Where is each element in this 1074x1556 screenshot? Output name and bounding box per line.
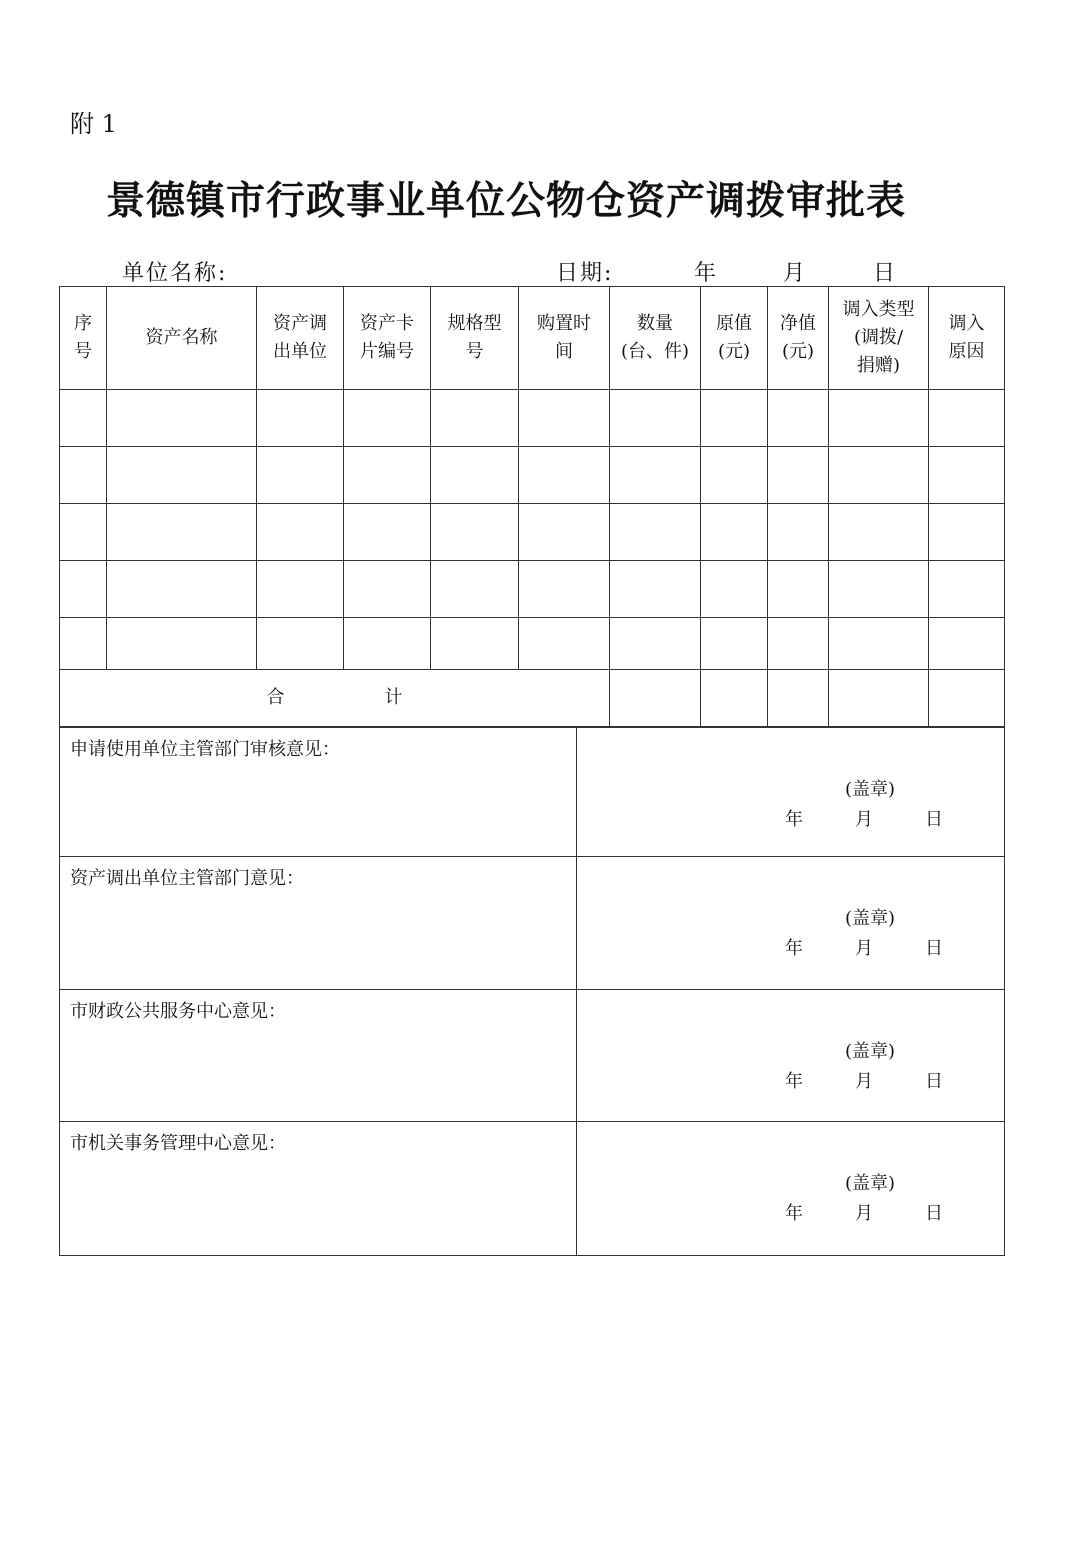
date-month-label: 月 (783, 261, 808, 286)
table-cell[interactable] (829, 504, 929, 561)
table-cell[interactable] (519, 447, 610, 504)
total-quantity-cell[interactable] (610, 670, 701, 727)
table-cell[interactable] (929, 561, 1005, 618)
table-cell[interactable] (929, 447, 1005, 504)
approval-seal-cell[interactable] (577, 728, 1005, 857)
table-cell[interactable] (431, 390, 519, 447)
seal-day-label: 日 (925, 1203, 943, 1224)
seal-day-label: 日 (925, 938, 943, 959)
table-row (60, 447, 1005, 504)
table-cell[interactable] (107, 561, 257, 618)
approval-opinion-cell[interactable] (60, 728, 577, 857)
header-text: 间 (555, 341, 573, 362)
table-cell[interactable] (344, 561, 431, 618)
header-cell-transfer-reason (929, 287, 1005, 390)
header-text: 原因 (948, 341, 985, 362)
header-text: 资产名称 (145, 327, 218, 348)
table-cell[interactable] (829, 390, 929, 447)
table-cell[interactable] (431, 447, 519, 504)
total-label-cell (60, 670, 610, 727)
table-cell[interactable] (829, 447, 929, 504)
table-cell[interactable] (519, 561, 610, 618)
table-cell[interactable] (257, 504, 344, 561)
header-text: (调拨/ (853, 327, 904, 348)
date-day-label: 日 (873, 261, 898, 286)
header-cell-original-value (701, 287, 768, 390)
approval-opinion-cell[interactable] (60, 1122, 577, 1256)
seal-year-label: 年 (785, 938, 803, 959)
seal-label: (盖章) (845, 908, 896, 929)
total-row (60, 670, 1005, 727)
table-cell[interactable] (257, 561, 344, 618)
header-cell-quantity (610, 287, 701, 390)
header-text: (台、件) (620, 341, 690, 362)
seal-year-label: 年 (785, 1203, 803, 1224)
header-cell-net-value (768, 287, 829, 390)
table-cell[interactable] (701, 390, 768, 447)
approval-table (59, 727, 1005, 1256)
approval-seal-cell[interactable] (577, 1122, 1005, 1256)
approval-label: 市机关事务管理中心意见： (70, 1133, 286, 1154)
table-cell[interactable] (701, 447, 768, 504)
approval-seal-cell[interactable] (577, 990, 1005, 1122)
table-cell[interactable] (60, 390, 107, 447)
approval-opinion-cell[interactable] (60, 857, 577, 990)
header-text: 调入 (948, 313, 985, 334)
total-label-right: 计 (384, 687, 403, 708)
table-cell[interactable] (610, 618, 701, 670)
header-text: 片编号 (360, 341, 414, 362)
table-cell[interactable] (60, 561, 107, 618)
total-net-value-cell[interactable] (768, 670, 829, 727)
seal-month-label: 月 (855, 809, 873, 830)
table-cell[interactable] (768, 447, 829, 504)
table-cell[interactable] (257, 447, 344, 504)
header-cell-source-unit (257, 287, 344, 390)
header-text: 调入类型 (842, 299, 915, 320)
table-cell[interactable] (829, 618, 929, 670)
total-transfer-reason-cell[interactable] (929, 670, 1005, 727)
table-cell[interactable] (107, 618, 257, 670)
approval-seal-cell[interactable] (577, 857, 1005, 990)
table-cell[interactable] (768, 390, 829, 447)
seal-label: (盖章) (845, 779, 896, 800)
table-cell[interactable] (344, 390, 431, 447)
table-cell[interactable] (431, 504, 519, 561)
table-cell[interactable] (431, 618, 519, 670)
table-cell[interactable] (60, 504, 107, 561)
table-cell[interactable] (829, 561, 929, 618)
table-cell[interactable] (257, 390, 344, 447)
header-text: 净值 (780, 313, 816, 334)
date-year-label: 年 (694, 261, 719, 286)
table-cell[interactable] (768, 504, 829, 561)
table-row (60, 504, 1005, 561)
unit-name-label: 单位名称: (122, 261, 228, 286)
seal-year-label: 年 (785, 809, 803, 830)
approval-label: 资产调出单位主管部门意见： (70, 868, 304, 889)
table-row (60, 618, 1005, 670)
seal-month-label: 月 (855, 1071, 873, 1092)
total-label-left: 合 (266, 687, 285, 708)
seal-day-label: 日 (925, 1071, 943, 1092)
header-text: 数量 (637, 313, 673, 334)
approval-row (60, 857, 1005, 990)
asset-table (59, 286, 1005, 727)
approval-row (60, 1122, 1005, 1256)
seal-label: (盖章) (845, 1041, 896, 1062)
total-original-value-cell[interactable] (701, 670, 768, 727)
seal-label: (盖章) (845, 1173, 896, 1194)
total-transfer-type-cell[interactable] (829, 670, 929, 727)
table-cell[interactable] (929, 504, 1005, 561)
approval-row (60, 728, 1005, 857)
table-cell[interactable] (768, 561, 829, 618)
table-cell[interactable] (768, 618, 829, 670)
table-cell[interactable] (701, 561, 768, 618)
header-cell-purchase-time (519, 287, 610, 390)
table-cell[interactable] (344, 504, 431, 561)
table-cell[interactable] (701, 618, 768, 670)
page-title: 景德镇市行政事业单位公物仓资产调拨审批表 (105, 178, 906, 224)
table-cell[interactable] (431, 561, 519, 618)
table-cell[interactable] (519, 504, 610, 561)
table-cell[interactable] (107, 504, 257, 561)
table-cell[interactable] (701, 504, 768, 561)
header-text: 资产卡 (360, 313, 414, 334)
table-cell[interactable] (929, 618, 1005, 670)
approval-opinion-cell[interactable] (60, 990, 577, 1122)
table-cell[interactable] (107, 390, 257, 447)
header-text: 捐赠) (856, 355, 901, 376)
header-text: 购置时 (537, 313, 591, 334)
header-text: 原值 (716, 313, 752, 334)
approval-label: 市财政公共服务中心意见： (70, 1001, 286, 1022)
header-text: 出单位 (273, 341, 327, 362)
header-text: (元) (781, 341, 815, 362)
table-row (60, 561, 1005, 618)
header-text: 号 (74, 341, 92, 362)
header-text: (元) (717, 341, 751, 362)
date-label: 日期: (556, 261, 614, 286)
table-cell[interactable] (610, 447, 701, 504)
table-cell[interactable] (929, 390, 1005, 447)
table-cell[interactable] (519, 618, 610, 670)
header-cell-card-number (344, 287, 431, 390)
table-cell[interactable] (107, 447, 257, 504)
header-cell-spec (431, 287, 519, 390)
header-text: 序 (74, 313, 92, 334)
header-cell-seq (60, 287, 107, 390)
header-text: 资产调 (273, 313, 327, 334)
seal-year-label: 年 (785, 1071, 803, 1092)
approval-label: 申请使用单位主管部门审核意见： (70, 739, 340, 760)
table-cell[interactable] (60, 447, 107, 504)
header-text: 规格型 (447, 313, 502, 334)
table-cell[interactable] (344, 447, 431, 504)
table-cell[interactable] (519, 390, 610, 447)
annex-label: 附 1 (70, 110, 117, 138)
table-cell[interactable] (610, 390, 701, 447)
table-cell[interactable] (257, 618, 344, 670)
seal-month-label: 月 (855, 1203, 873, 1224)
table-header-row (60, 287, 1005, 390)
seal-day-label: 日 (925, 809, 943, 830)
header-cell-transfer-type (829, 287, 929, 390)
header-cell-asset-name (107, 287, 257, 390)
table-cell[interactable] (60, 618, 107, 670)
header-text: 号 (465, 341, 484, 362)
table-cell[interactable] (344, 618, 431, 670)
approval-row (60, 990, 1005, 1122)
table-cell[interactable] (610, 561, 701, 618)
table-cell[interactable] (610, 504, 701, 561)
table-row (60, 390, 1005, 447)
seal-month-label: 月 (855, 938, 873, 959)
